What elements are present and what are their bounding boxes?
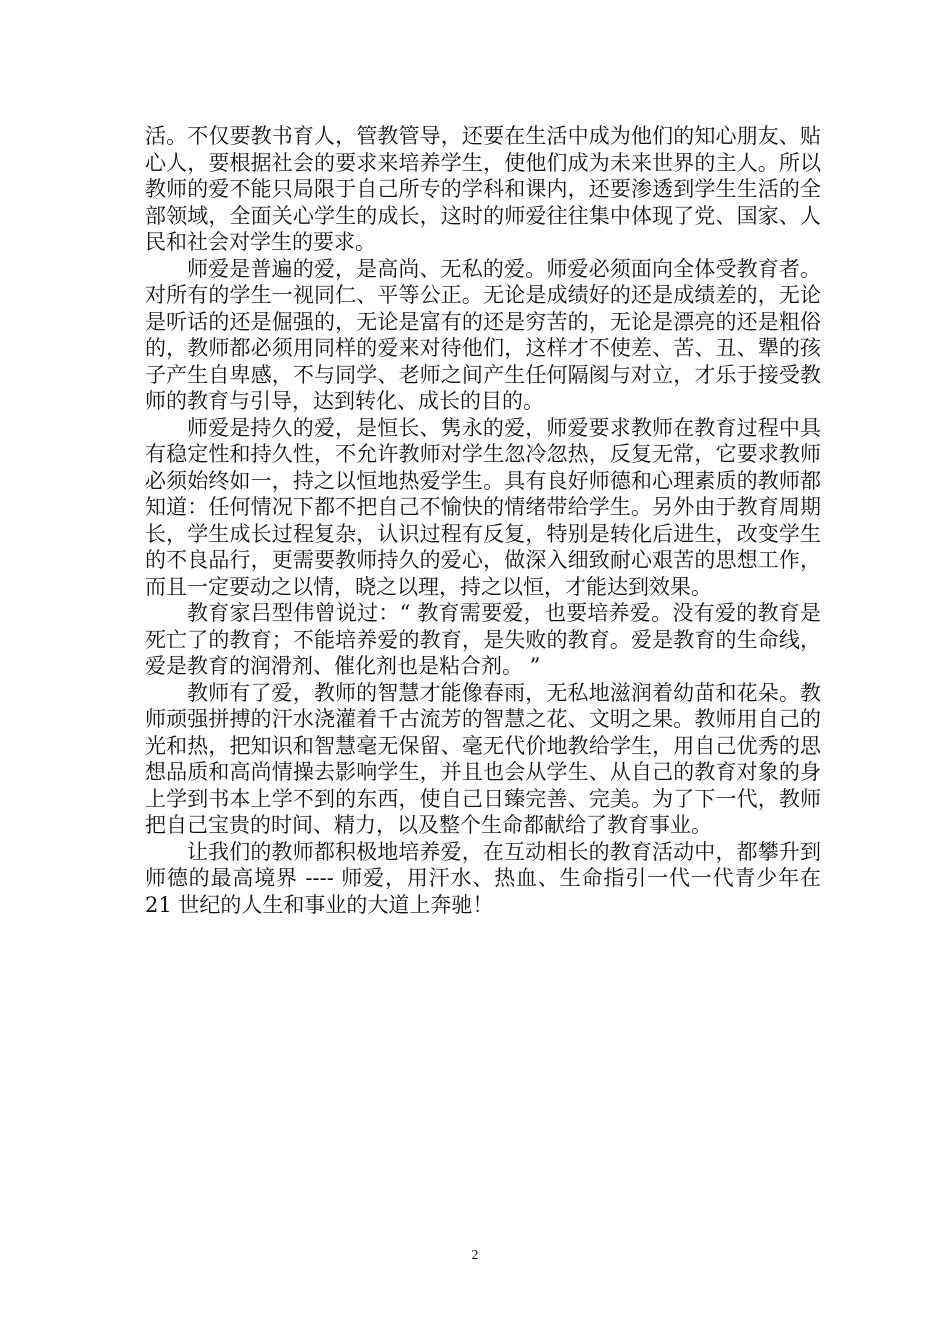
paragraph-quote: 教育家吕型伟曾说过：“ 教育需要爱，也要培养爱。没有爱的教育是死亡了的教育；不能培养爱的教育，是失败的教育。爱是教育的生命线，爱是教育的润滑剂、催化剂也是粘合剂。 ” [145, 601, 821, 678]
page-number: 2 [471, 1248, 479, 1263]
paragraph-teacher-wisdom: 教师有了爱，教师的智慧才能像春雨，无私地滋润着幼苗和花朵。教师顽强拼搏的汗水浇灌着千古流芳的智慧之花、文明之果。教师用自己的光和热，把知识和智慧毫无保留、毫无代价地教给学生，用自己优秀的思想品质和高尚情操去影响学生，并且也会从学生、从自己的教育对象的身上学到书本上学不到的东西，使自己日臻完善、完美。为了下一代，教师把自己宝贵的时间、精力，以及整个生命都献给了教育事业。 [145, 680, 821, 837]
paragraph-lasting-love: 师爱是持久的爱，是恒长、隽永的爱，师爱要求教师在教育过程中具有稳定性和持久性，不允许教师对学生忽冷忽热，反复无常，它要求教师必须始终如一，持之以恒地热爱学生。具有良好师德和心理素质的教师都知道：任何情况下都不把自己不愉快的情绪带给学生。另外由于教育周期长，学生成长过程复杂，认识过程有反复，特别是转化后进生，改变学生的不良品行，更需要教师持久的爱心，做深入细致耐心艰苦的思想工作，而且一定要动之以情，晓之以理，持之以恒，才能达到效果。 [145, 415, 821, 599]
paragraph-conclusion: 让我们的教师都积极地培养爱，在互动相长的教育活动中，都攀升到师德的最高境界 ---- 师爱，用汗水、热血、生命指引一代一代青少年在 21 世纪的人生和事业的大道上奔驰！ [145, 839, 821, 917]
paragraph-universal-love: 师爱是普遍的爱，是高尚、无私的爱。师爱必须面向全体受教育者。对所有的学生一视同仁、平等公正。无论是成绩好的还是成绩差的，无论是听话的还是倔强的，无论是富有的还是穷苦的，无论是漂亮的还是粗俗的，教师都必须用同样的爱来对待他们，这样才不使差、苦、丑、犟的孩子产生自卑感，不与同学、老师之间产生任何隔阂与对立，才乐于接受教师的教育与引导，达到转化、成长的目的。 [145, 256, 821, 413]
document-body [145, 123, 821, 918]
paragraph-continuation: 活。不仅要教书育人，管教管导，还要在生活中成为他们的知心朋友、贴心人，要根据社会的要求来培养学生，使他们成为未来世界的主人。所以教师的爱不能只局限于自己所专的学科和课内，还要渗透到学生生活的全部领域，全面关心学生的成长，这时的师爱往往集中体现了党、国家、人民和社会对学生的要求。 [145, 124, 821, 254]
